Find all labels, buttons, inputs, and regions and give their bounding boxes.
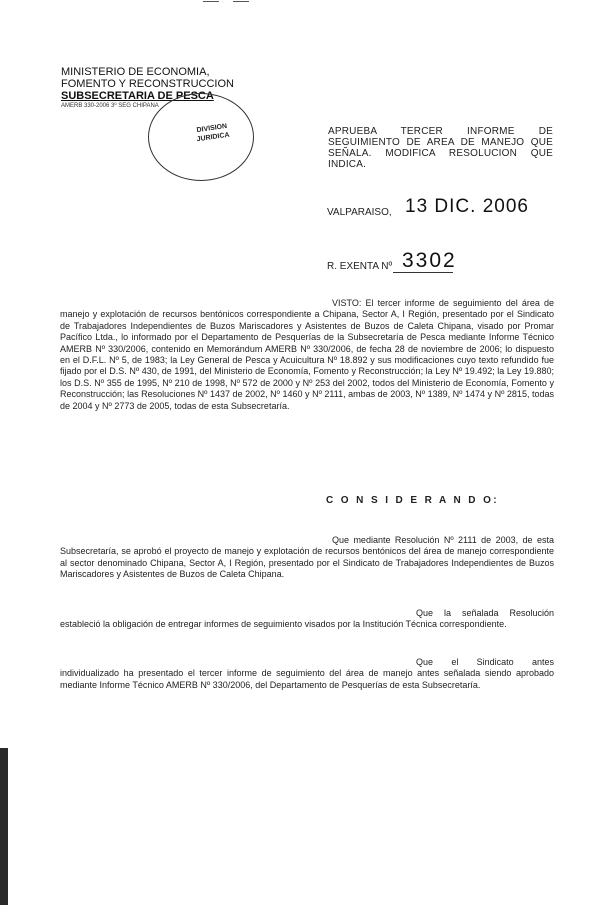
- scan-tick-mark: [233, 1, 249, 2]
- considerando-item: Que la señalada Resolución estableció la obligación de entregar informes de seguimiento visados por la Institución Técnica correspondiente.: [60, 608, 554, 630]
- letterhead-ministry-2: FOMENTO Y RECONSTRUCCION: [61, 78, 234, 90]
- place-label: VALPARAISO,: [327, 207, 392, 218]
- resolution-number: 3302: [402, 249, 457, 272]
- stamp-label: DIVISION JURIDICA: [196, 122, 231, 144]
- visto-paragraph: VISTO: El tercer informe de seguimiento del área de manejo y explotación de recursos bentónicos correspondiente a Chipana, Sector A, I Región, presentado por el Sindicato de Trabajadores Independientes de Buzos Mariscadores y Asistentes de Buzos de Caleta Chipana, visado por Promar Pacífico Ltda., lo informado por el Departamento de Pesquerías de la Subsecretaría de Pesca mediante Informe Técnico AMERB Nº 330/2006, contenido en Memorándum AMERB Nº 330/2006, de fecha 28 de noviembre de 2006; lo dispuesto en el D.F.L. Nº 5, de 1983; la Ley General de Pesca y Acuicultura Nº 18.892 y sus modificaciones cuyo texto refundido fue fijado por el D.S. Nº 430, de 1991, del Ministerio de Economía, Fomento y Reconstrucción; la Ley Nº 19.492; la Ley 19.880; los D.S. Nº 355 de 1995, Nº 210 de 1998, Nº 572 de 2000 y Nº 253 del 2002, todos del Ministerio de Economía, Fomento y Reconstrucción; las Resoluciones Nº 1437 de 2002, Nº 1460 y Nº 2111, ambas de 2003, Nº 1389, Nº 1474 y Nº 2815, todas de 2004 y Nº 2773 de 2005, todas de esta Subsecretaría.: [60, 298, 554, 411]
- exenta-label: R. EXENTA Nº: [327, 261, 393, 272]
- resolution-summary: APRUEBA TERCER INFORME DE SEGUIMIENTO DE AREA DE MANEJO QUE SEÑALA. MODIFICA RESOLUCION QUE INDICA.: [328, 126, 553, 170]
- considerando-heading: C O N S I D E R A N D O:: [326, 495, 499, 506]
- scan-tick-mark: [203, 1, 219, 2]
- number-underline: [393, 272, 453, 273]
- letterhead-subsecretaria: SUBSECRETARIA DE PESCA: [61, 90, 214, 102]
- letterhead-ministry: MINISTERIO DE ECONOMIA,: [61, 66, 210, 78]
- letterhead-reference: AMERB 330-2006 3º SEG CHIPANA: [61, 103, 159, 109]
- considerando-item: Que el Sindicato antes individualizado ha presentado el tercer informe de seguimiento del área de manejo antes señalada siendo aprobado mediante Informe Técnico AMERB Nº 330/2006, del Departamento de Pesquerías de esta Subsecretaría.: [60, 657, 554, 690]
- resolution-date: 13 DIC. 2006: [405, 196, 529, 217]
- considerando-item: Que mediante Resolución Nº 2111 de 2003, de esta Subsecretaría, se aprobó el proyecto de manejo y explotación de recursos bentónicos del área de manejo correspondiente al sector denominado Chipana, Sector A, I Región, presentado por el Sindicato de Trabajadores Independientes de Buzos Mariscadores y Asistentes de Buzos de Caleta Chipana.: [60, 535, 554, 580]
- scan-edge-mark: [0, 748, 8, 905]
